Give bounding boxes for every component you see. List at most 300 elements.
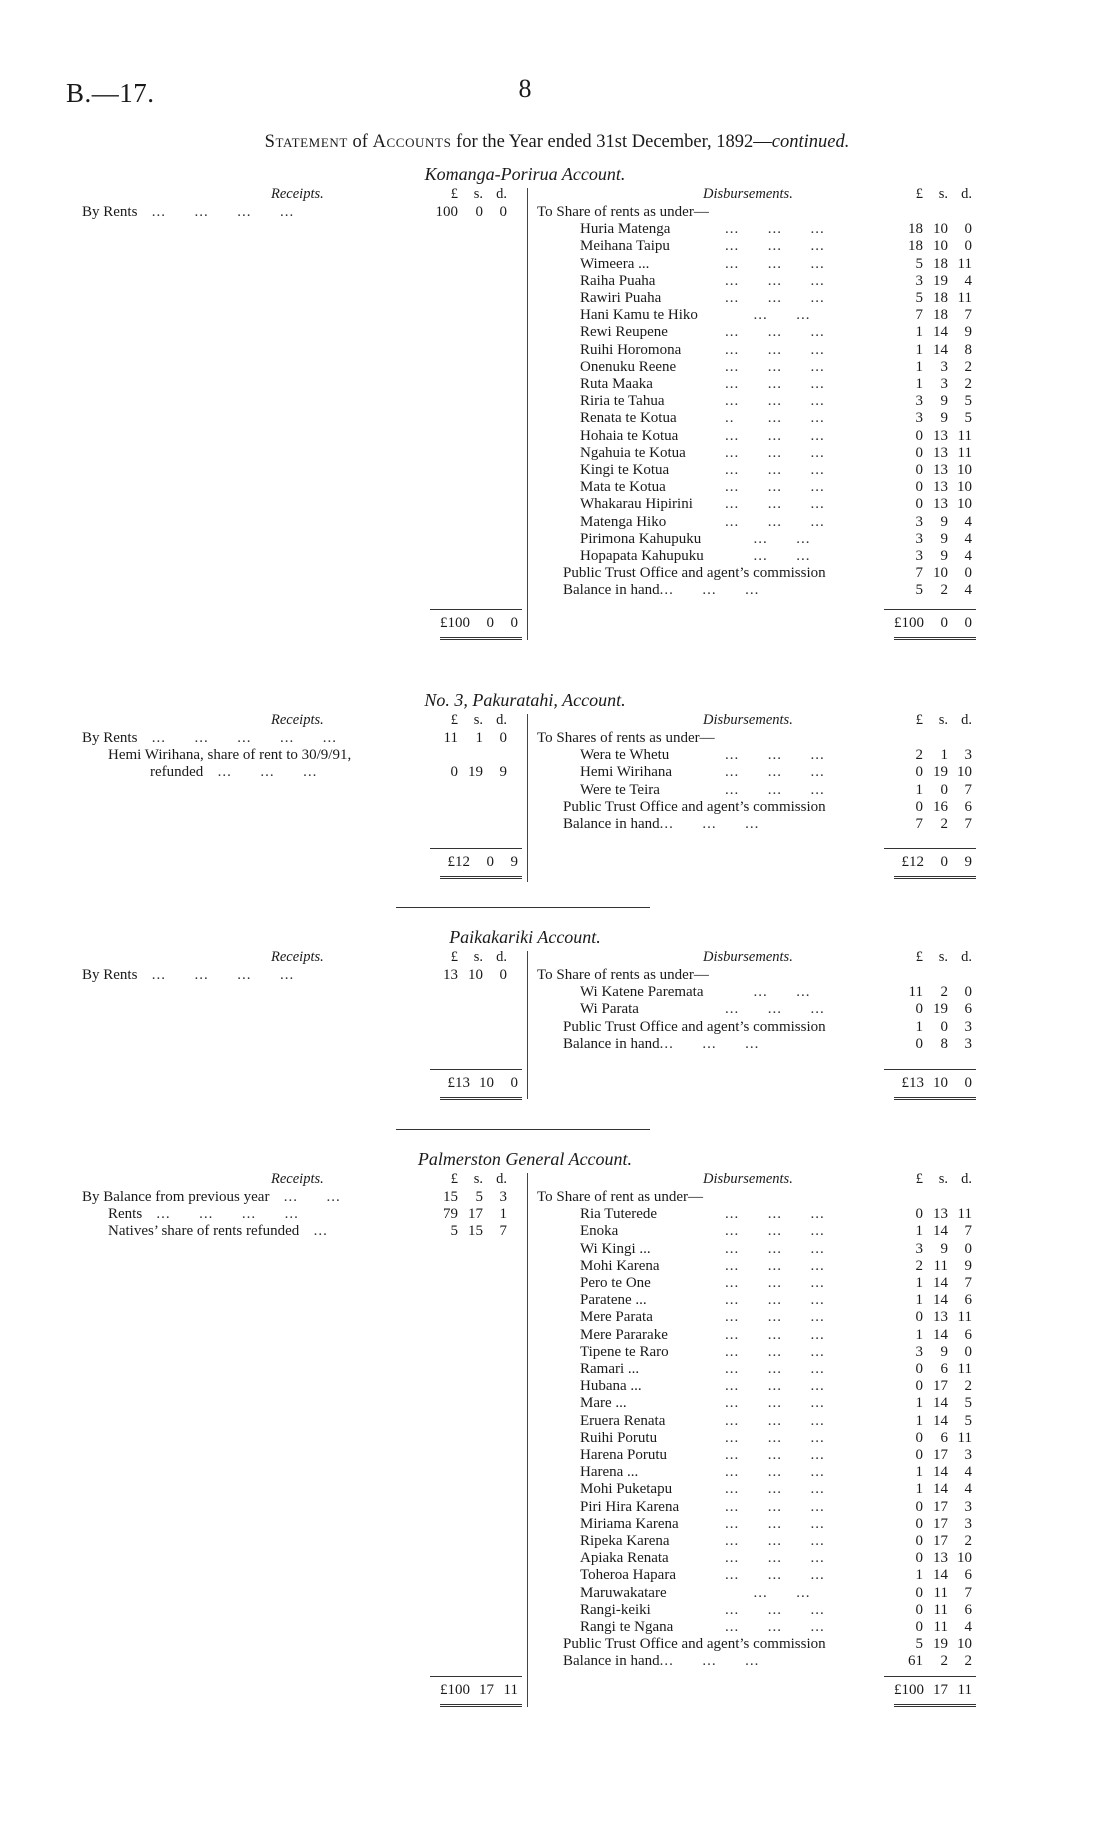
pound-symbol: £ (915, 949, 923, 965)
leader-dots: ... ... ... (725, 393, 825, 410)
receipt-pounds: 5 (450, 1223, 458, 1240)
disbursements-total-pence: 11 (957, 1682, 972, 1698)
disbursement-shillings: 1 (940, 747, 948, 764)
leader-dots: ... ... (725, 530, 811, 547)
disbursement-pence: 3 (964, 1035, 972, 1052)
disbursement-pounds: 1 (915, 1412, 923, 1429)
receipt-pence: 0 (499, 204, 507, 220)
disbursement-label: Were te Teira (580, 781, 660, 798)
disbursement-shillings: 14 (933, 1412, 948, 1429)
disbursement-row (580, 764, 825, 781)
disbursement-row (580, 1309, 825, 1326)
disbursement-amount (895, 428, 972, 445)
disbursement-pence: 11 (957, 290, 972, 306)
disbursement-pence: 3 (964, 747, 972, 764)
leader-dots: ... ... ... (725, 1292, 825, 1309)
disbursements-sum-line (884, 609, 976, 610)
disbursement-amount (895, 1275, 972, 1292)
shilling-symbol: s. (938, 186, 948, 202)
pound-symbol: £ (915, 186, 923, 202)
disbursement-amount (895, 1258, 972, 1275)
disbursement-pence: 2 (964, 1653, 972, 1670)
disbursement-pounds: 7 (915, 565, 923, 582)
receipt-row (108, 747, 351, 764)
receipts-total-shillings: 0 (486, 854, 494, 870)
disbursement-pounds: 1 (915, 1018, 923, 1035)
disbursement-row (580, 290, 825, 307)
disbursement-shillings: 13 (933, 496, 948, 513)
disbursement-amount (895, 1619, 972, 1636)
receipt-label: By Rents (82, 730, 138, 746)
disbursement-label: Wi Parata (580, 1001, 639, 1018)
receipt-row (150, 764, 317, 781)
disbursement-amount (895, 1481, 972, 1498)
disbursement-row (563, 816, 759, 833)
disbursement-pence: 4 (964, 548, 972, 564)
leader-dots: ... ... ... (725, 1326, 825, 1343)
disbursement-pounds: 0 (915, 1584, 923, 1601)
disbursement-pence: 10 (957, 496, 972, 513)
column-divider (527, 951, 528, 1099)
receipts-total-double-rule (440, 876, 522, 879)
disbursement-pounds: 61 (908, 1653, 923, 1670)
receipt-pence: 9 (499, 764, 507, 781)
shilling-symbol: s. (473, 712, 483, 728)
disbursement-label: Wimeera ... (580, 255, 650, 272)
leader-dots: ... ... ... (725, 1533, 825, 1549)
disbursement-row (580, 1241, 825, 1258)
disbursement-amount (895, 1223, 972, 1240)
leader-dots: ... ... ... (725, 358, 825, 375)
disbursement-row (580, 1395, 825, 1412)
disbursements-lsd-heading (895, 1171, 972, 1188)
disbursements-total-pence: 9 (964, 854, 972, 870)
leader-dots: ... ... ... (725, 1361, 825, 1377)
receipts-sum-line (430, 848, 522, 849)
disbursement-pence: 11 (957, 1309, 972, 1326)
disbursement-label: Ruihi Porutu (580, 1429, 658, 1446)
disbursement-amount (895, 238, 972, 255)
disbursement-label: Ngahuia te Kotua (580, 444, 686, 461)
receipts-total-double-rule (440, 1097, 522, 1100)
disbursement-shillings: 11 (933, 1619, 948, 1635)
disbursement-amount (895, 1395, 972, 1412)
receipts-lsd-heading (430, 949, 507, 966)
disbursement-pence: 4 (964, 1481, 972, 1498)
disbursement-label: Rawiri Puaha (580, 290, 662, 306)
leader-dots: ... ... ... (725, 462, 825, 478)
disbursement-amount (895, 782, 972, 799)
disbursement-shillings: 2 (940, 1653, 948, 1670)
disbursement-pounds: 5 (915, 255, 923, 272)
disbursement-label: Piri Hira Karena (580, 1498, 680, 1515)
leader-dots: ... ... ... (725, 1481, 825, 1498)
disbursement-row (580, 359, 825, 376)
disbursement-shillings: 6 (940, 1361, 948, 1377)
disbursement-shillings: 14 (933, 1464, 948, 1481)
disbursement-label: Hohaia te Kotua (580, 427, 679, 444)
receipts-total-pence: 0 (510, 615, 518, 631)
disbursement-amount (895, 1292, 972, 1309)
disbursement-pence: 2 (964, 376, 972, 392)
leader-dots: ... ... ... ... ... (137, 730, 337, 746)
disbursement-pence: 7 (964, 307, 972, 324)
disbursement-pence: 7 (964, 1275, 972, 1291)
disbursement-amount (895, 1413, 972, 1430)
disbursement-amount (895, 290, 972, 307)
disbursements-total-double-rule (894, 876, 976, 879)
receipts-lsd-heading (430, 712, 507, 729)
receipts-total-pounds: £13 (447, 1075, 470, 1091)
disbursement-row (580, 1378, 825, 1395)
disbursement-shillings: 14 (933, 1395, 948, 1412)
disbursement-pence: 10 (957, 1550, 972, 1567)
disbursement-label: Ruihi Horomona (580, 341, 682, 358)
receipt-shillings: 5 (475, 1189, 483, 1205)
leader-dots: ... ... ... (203, 764, 318, 781)
disbursement-pence: 4 (964, 1464, 972, 1481)
disbursement-pounds: 5 (915, 1636, 923, 1653)
leader-dots: ... ... ... (725, 427, 825, 444)
disbursement-pence: 0 (964, 1240, 972, 1257)
disbursement-pence: 7 (964, 781, 972, 798)
disbursement-amount (895, 1499, 972, 1516)
disbursement-label: Miriama Karena (580, 1515, 679, 1532)
disbursement-label: Paratene ... (580, 1292, 647, 1309)
disbursement-pence: 10 (957, 764, 972, 781)
receipts-total-pounds: £100 (440, 615, 470, 631)
receipts-lsd-heading (430, 186, 507, 203)
leader-dots: ... ... ... (659, 1035, 760, 1052)
disbursement-row (580, 273, 825, 290)
disbursement-row (580, 324, 825, 341)
disbursement-pence: 5 (964, 393, 972, 410)
disbursement-pounds: 0 (915, 1533, 923, 1549)
disbursement-shillings: 17 (933, 1515, 948, 1532)
disbursements-total-double-rule (894, 1704, 976, 1707)
disbursement-shillings: 10 (933, 565, 948, 582)
disbursement-label: Harena Porutu (580, 1447, 668, 1463)
disbursement-amount (895, 1036, 972, 1053)
disbursement-shillings: 2 (940, 582, 948, 599)
shilling-symbol: s. (938, 1171, 948, 1187)
leader-dots: ... (299, 1223, 328, 1240)
receipt-amount (430, 204, 507, 221)
disbursement-pounds: 1 (915, 1223, 923, 1240)
pence-symbol: d. (961, 1171, 972, 1187)
disbursement-label: Wi Kingi ... (580, 1240, 651, 1257)
disbursement-pounds: 11 (908, 984, 923, 1001)
title-of: of (347, 132, 373, 152)
disbursement-pence: 2 (964, 1378, 972, 1395)
disbursement-shillings: 13 (933, 479, 948, 496)
disbursement-pence: 3 (964, 1498, 972, 1515)
receipt-label: By Rents (82, 204, 138, 220)
pound-symbol: £ (915, 1171, 923, 1187)
disbursement-shillings: 13 (933, 427, 948, 444)
disbursement-pence: 5 (964, 1412, 972, 1429)
disbursement-row (580, 1533, 825, 1550)
receipts-total-pence: 0 (510, 1075, 518, 1091)
leader-dots: ... ... ... (725, 1550, 825, 1567)
receipt-label: By Rents (82, 967, 138, 983)
disbursement-shillings: 14 (933, 1292, 948, 1309)
disbursement-amount (895, 1550, 972, 1567)
disbursement-pounds: 0 (915, 1447, 923, 1463)
disbursement-pounds: 3 (915, 513, 923, 530)
disbursement-row (580, 479, 825, 496)
column-divider (527, 1173, 528, 1707)
disbursement-row (580, 1275, 825, 1292)
leader-dots: ... ... ... (725, 1378, 825, 1395)
disbursement-row (563, 582, 759, 599)
disbursement-pounds: 5 (915, 582, 923, 599)
leader-dots: ... ... ... (725, 255, 825, 272)
disbursement-label: Harena ... (580, 1464, 639, 1481)
leader-dots: ... ... ... (725, 272, 825, 289)
receipts-total-shillings: 10 (479, 1075, 494, 1091)
leader-dots: ... ... (725, 548, 811, 564)
receipts-heading: Receipts. (271, 186, 324, 202)
disbursement-amount (895, 479, 972, 496)
disbursement-shillings: 2 (940, 816, 948, 832)
disbursement-row (580, 496, 825, 513)
disbursement-shillings: 9 (940, 513, 948, 530)
leader-dots: ... ... ... (725, 1240, 825, 1257)
disbursement-shillings: 17 (933, 1498, 948, 1515)
disbursement-shillings: 18 (933, 255, 948, 272)
disbursement-pounds: 2 (915, 747, 923, 764)
disbursement-row (580, 1499, 825, 1516)
disbursements-total (876, 1075, 972, 1092)
disbursement-pounds: 3 (915, 1240, 923, 1257)
receipts-total-pence: 11 (503, 1682, 518, 1698)
leader-dots: ... ... ... (725, 1223, 825, 1240)
leader-dots: ... ... ... (725, 479, 825, 496)
disbursement-row (580, 984, 811, 1001)
disbursement-heading: To Share of rents as under— (537, 204, 709, 220)
receipt-pence: 0 (499, 967, 507, 983)
disbursement-amount (895, 747, 972, 764)
disbursement-shillings: 16 (933, 798, 948, 815)
disbursement-shillings: 14 (933, 324, 948, 341)
disbursement-pounds: 3 (915, 1343, 923, 1360)
leader-dots: ... ... (725, 307, 811, 324)
disbursement-pounds: 1 (915, 1464, 923, 1481)
disbursement-pounds: 0 (915, 1498, 923, 1515)
disbursement-pounds: 0 (915, 1035, 923, 1052)
disbursement-shillings: 17 (933, 1533, 948, 1549)
leader-dots: ... ... ... (725, 324, 825, 341)
disbursement-shillings: 0 (940, 781, 948, 798)
disbursement-row (580, 1567, 825, 1584)
disbursement-label: Mere Pararake (580, 1326, 668, 1343)
leader-dots: ... ... ... (725, 1447, 825, 1463)
leader-dots: ... ... ... (725, 747, 825, 764)
disbursement-amount (895, 324, 972, 341)
disbursement-pence: 4 (964, 1619, 972, 1635)
disbursement-pence: 2 (964, 1533, 972, 1549)
pound-symbol: £ (450, 186, 458, 202)
disbursement-pence: 10 (957, 462, 972, 478)
receipts-total-shillings: 17 (479, 1682, 494, 1698)
leader-dots: ... ... ... (725, 221, 825, 238)
disbursement-row (580, 548, 811, 565)
disbursement-heading: To Share of rent as under— (537, 1189, 703, 1205)
disbursements-sum-line (884, 848, 976, 849)
receipt-pounds: 15 (443, 1189, 458, 1205)
disbursements-total-shillings: 17 (933, 1682, 948, 1698)
section-divider (396, 1129, 650, 1130)
receipts-sum-line (430, 609, 522, 610)
disbursement-pence: 11 (957, 1361, 972, 1377)
disbursements-total-shillings: 0 (940, 854, 948, 870)
disbursement-pounds: 0 (915, 427, 923, 444)
disbursement-pounds: 1 (915, 376, 923, 392)
disbursement-row (580, 1602, 825, 1619)
disbursements-total-pounds: £100 (894, 1682, 924, 1698)
pence-symbol: d. (496, 949, 507, 965)
receipts-heading: Receipts. (271, 949, 324, 965)
receipts-total-pounds: £100 (440, 1682, 470, 1698)
receipt-pence: 0 (499, 730, 507, 746)
receipts-heading: Receipts. (271, 1171, 324, 1187)
disbursement-pounds: 0 (915, 444, 923, 461)
disbursement-amount (895, 1378, 972, 1395)
disbursement-row (580, 1361, 825, 1378)
disbursements-total-shillings: 10 (933, 1075, 948, 1091)
disbursement-pounds: 1 (915, 781, 923, 798)
account-title: No. 3, Pakuratahi, Account. (424, 690, 626, 710)
disbursement-label: Pero te One (580, 1275, 651, 1291)
leader-dots: ... ... ... (659, 816, 760, 832)
leader-dots: ... ... ... (725, 1395, 825, 1412)
disbursement-shillings: 3 (940, 376, 948, 392)
receipt-shillings: 0 (475, 204, 483, 220)
disbursement-pence: 3 (964, 1018, 972, 1035)
disbursement-label: Kingi te Kotua (580, 462, 670, 478)
disbursement-amount (895, 496, 972, 513)
disbursement-amount (895, 764, 972, 781)
disbursement-pounds: 1 (915, 1326, 923, 1343)
receipts-total-shillings: 0 (486, 615, 494, 631)
receipts-total-double-rule (440, 1704, 522, 1707)
disbursement-label: Balance in hand (563, 582, 660, 599)
disbursement-pence: 6 (964, 1567, 972, 1584)
disbursement-amount (895, 548, 972, 565)
disbursement-row (580, 1292, 825, 1309)
account-title: Paikakariki Account. (449, 927, 601, 947)
disbursement-shillings: 14 (933, 1326, 948, 1343)
disbursement-shillings: 9 (940, 1343, 948, 1360)
disbursement-amount (895, 1241, 972, 1258)
disbursement-row (580, 1223, 825, 1240)
disbursement-label: Mohi Puketapu (580, 1481, 673, 1498)
pence-symbol: d. (961, 949, 972, 965)
disbursement-amount (895, 582, 972, 599)
receipt-row (82, 1189, 341, 1206)
disbursements-heading: Disbursements. (703, 1171, 793, 1187)
disbursement-row (580, 1206, 825, 1223)
leader-dots: ... ... ... (725, 444, 825, 461)
disbursement-label: Matenga Hiko (580, 513, 667, 530)
receipts-heading: Receipts. (271, 712, 324, 728)
title-word-accounts: Accounts (372, 132, 452, 152)
disbursement-amount (895, 1585, 972, 1602)
disbursement-pence: 9 (964, 1257, 972, 1274)
disbursement-pounds: 3 (915, 530, 923, 547)
receipt-shillings: 15 (468, 1223, 483, 1240)
leader-dots: ... ... ... (725, 376, 825, 392)
disbursement-amount (895, 514, 972, 531)
disbursement-row (580, 256, 825, 273)
receipts-total-pence: 9 (510, 854, 518, 870)
disbursement-row (580, 1585, 811, 1602)
disbursement-amount (895, 565, 972, 582)
disbursement-pounds: 0 (915, 1001, 923, 1018)
leader-dots: ... ... ... (725, 1309, 825, 1326)
disbursement-pence: 6 (964, 1292, 972, 1309)
disbursement-shillings: 18 (933, 290, 948, 306)
receipt-pounds: 0 (450, 764, 458, 781)
disbursement-label: Mata te Kotua (580, 479, 666, 496)
disbursements-lsd-heading (895, 712, 972, 729)
disbursement-amount (895, 1516, 972, 1533)
disbursement-pounds: 0 (915, 798, 923, 815)
disbursement-row (580, 747, 825, 764)
disbursement-amount (895, 273, 972, 290)
disbursement-amount (895, 1344, 972, 1361)
disbursement-label: Toheroa Hapara (580, 1567, 676, 1584)
disbursement-amount (895, 256, 972, 273)
disbursement-label: Rewi Reupene (580, 324, 668, 341)
leader-dots: ... ... (269, 1189, 341, 1205)
receipt-label: Natives’ share of rents refunded (108, 1223, 300, 1240)
disbursement-row (563, 1636, 826, 1653)
disbursement-shillings: 19 (933, 272, 948, 289)
disbursement-pounds: 0 (915, 1378, 923, 1395)
disbursements-heading: Disbursements. (703, 949, 793, 965)
disbursement-shillings: 19 (933, 1636, 948, 1653)
disbursement-amount (895, 1636, 972, 1653)
disbursement-pence: 10 (957, 479, 972, 496)
disbursement-pence: 6 (964, 1601, 972, 1618)
disbursement-pounds: 7 (915, 307, 923, 324)
disbursements-total (876, 1682, 972, 1699)
disbursement-label: Onenuku Reene (580, 358, 677, 375)
disbursement-pounds: 0 (915, 479, 923, 496)
account-title: Komanga-Porirua Account. (424, 164, 626, 184)
disbursement-pence: 11 (957, 444, 972, 461)
disbursement-row (563, 565, 826, 582)
disbursement-label: Rangi te Ngana (580, 1619, 674, 1635)
disbursement-label: Renata te Kotua (580, 410, 677, 427)
account-section (0, 690, 1114, 920)
leader-dots: ... ... ... (725, 1498, 825, 1515)
pence-symbol: d. (961, 712, 972, 728)
disbursement-label: Ripeka Karena (580, 1533, 670, 1549)
leader-dots: ... ... ... (725, 513, 825, 530)
disbursement-amount (895, 816, 972, 833)
disbursement-amount (895, 410, 972, 427)
disbursement-row (580, 531, 811, 548)
disbursement-amount (895, 1653, 972, 1670)
disbursement-row (580, 221, 825, 238)
leader-dots: ... ... ... (725, 1601, 825, 1618)
disbursement-pence: 7 (964, 816, 972, 832)
disbursement-shillings: 14 (933, 1567, 948, 1584)
disbursement-pence: 9 (964, 324, 972, 341)
